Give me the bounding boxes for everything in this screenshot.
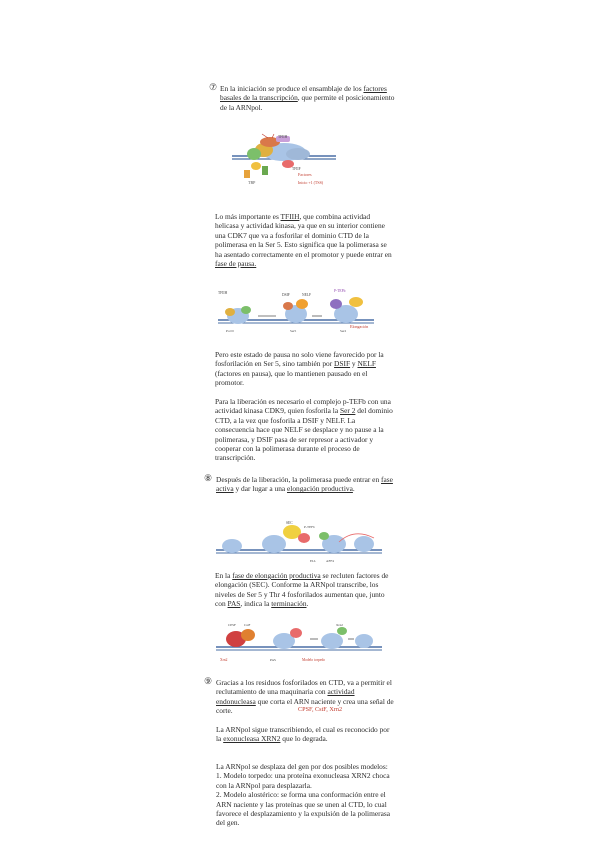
fig2-label: Pol II [226, 329, 234, 333]
paragraph-endonuclease: Gracias a los residuos fosforilados en CTD, va a permitir el reclutamiento de una maquinaria con actividad endonucleasa que corta el ARN naciente y crea una señal de corte. [216, 678, 394, 716]
fig4-label: CstF [244, 623, 251, 627]
term-fase-pausa: fase de pausa. [215, 259, 257, 269]
figure-termination [214, 621, 384, 665]
fig2-label: Ser2 [340, 329, 347, 333]
models-intro: La ARNpol se desplaza del gen por dos posibles modelos: [216, 762, 388, 771]
term-factores-basales: factores basales de la transcripción [220, 84, 387, 103]
term-dsif: DSIF [334, 359, 351, 369]
fig2-label: TFIIH [218, 291, 228, 295]
fig4-red-label: Xrn2 [220, 658, 228, 662]
term-exonucleasa-xrn2: exonucleasa XRN2 [223, 734, 281, 744]
fig2-red-label: Elongación [350, 324, 369, 329]
term-fase-activa: fase activa [216, 475, 393, 494]
term-tfiih: TFIIH [280, 212, 300, 221]
term-fase-elongacion: fase de elongación productiva [232, 571, 321, 580]
fig4-red-label: Modelo torpedo [302, 658, 326, 662]
section-number-8: ⑧ [204, 473, 213, 483]
paragraph-tfiih: Lo más importante es TFIIH, que combina actividad helicasa y actividad kinasa, ya que en su interior contiene una CDK7 que va a fosforilar el dominio CTD de la polimerasa en la Ser 5. Esto significa que la polimerasa se ha asentado correctamente en el promotor y puede entrar en fase de pausa. [215, 212, 392, 269]
model-alosterico: 2. Modelo alostérico: se forma una conformación entre el ARN naciente y las proteínas que se unen al CTD, lo cual favorece el desplazamiento y la expulsión de la polimerasa del gen. [216, 790, 391, 828]
paragraph-pause: Pero este estado de pausa no solo viene favorecido por la fosforilación en Ser 5, sino también por DSIF y NELF (factores en pausa), que lo mantienen pausado en el promotor. [215, 350, 384, 388]
section-number-9: ⑨ [204, 676, 213, 686]
paragraph-models [216, 762, 396, 828]
paragraph-liberation: Después de la liberación, la polimerasa puede entrar en fase activa y dar lugar a una elongación productiva. [216, 475, 393, 494]
fig1-red-label: Inicio +1 (TSS) [298, 180, 324, 185]
paragraph-productive-elongation: En la fase de elongación productiva se recluten factores de elongación (SEC). Conforme la ARNpol transcribe, los niveles de Ser 5 y Thr 4 fosforilados aumentan que, junto con PAS, indica la terminación. [215, 571, 389, 609]
section-number-7: ⑦ [209, 82, 218, 92]
fig3-label: P-TEFb [304, 525, 315, 529]
paragraph-ptefb: Para la liberación es necesario el complejo p-TEFb con una actividad kinasa CDK9, quien fosforila la Ser 2 del dominio CTD, a la vez que fosforila a DSIF y NELF. La consecuencia hace que NELF se desplace y no pause a la polimerasa, y DSIF pasa de ser represor a activador y cooperar con la polimerasa durante el proceso de transcripción. [215, 397, 393, 463]
term-elongacion-productiva: elongación productiva [287, 484, 353, 494]
term-terminacion: terminación [271, 599, 307, 609]
fig3-label: SEC [286, 521, 293, 525]
fig1-red-label: Factores [298, 172, 312, 177]
paragraph-initiation: En la iniciación se produce el ensamblaje de los factores basales de la transcripción, que permite el posicionamiento de la ARNpol. [220, 84, 395, 112]
paragraph-xrn2: La ARNpol sigue transcribiendo, el cual es reconocido por la exonucleasa XRN2 que lo degrada. [216, 725, 390, 744]
fig1-label: TBP [248, 180, 256, 185]
fig2-label: P-TEFb [334, 289, 346, 293]
term-nelf: NELF [357, 359, 376, 369]
fig4-label: CPSF [228, 623, 236, 627]
figure-pause-release [216, 286, 376, 336]
fig2-label: NELF [302, 293, 311, 297]
model-torpedo: 1. Modelo torpedo: una proteína exonucleasa XRN2 choca con la ARNpol para desplazarla. [216, 771, 390, 790]
figure-elongation [214, 518, 384, 566]
fig1-label: TFIIF [292, 167, 301, 171]
figure-initiation-complex [226, 132, 342, 190]
term-ser2: Ser 2 [340, 406, 356, 416]
fig1-label: TFIIH [278, 135, 288, 139]
term-pas: PAS [227, 599, 241, 609]
term-actividad-endonucleasa: actividad endonucleasa [216, 687, 355, 706]
fig2-label: Ser5 [290, 329, 297, 333]
fig2-label: DSIF [282, 293, 290, 297]
fig3-label: ELL [310, 559, 317, 563]
fig3-label: AFF4 [326, 559, 334, 563]
fig4-label: PAS [270, 658, 276, 662]
fig4-label: Xrn2 [336, 623, 343, 627]
annotation-cpsf: CPSF, CstF, Xrn2 [298, 706, 343, 713]
